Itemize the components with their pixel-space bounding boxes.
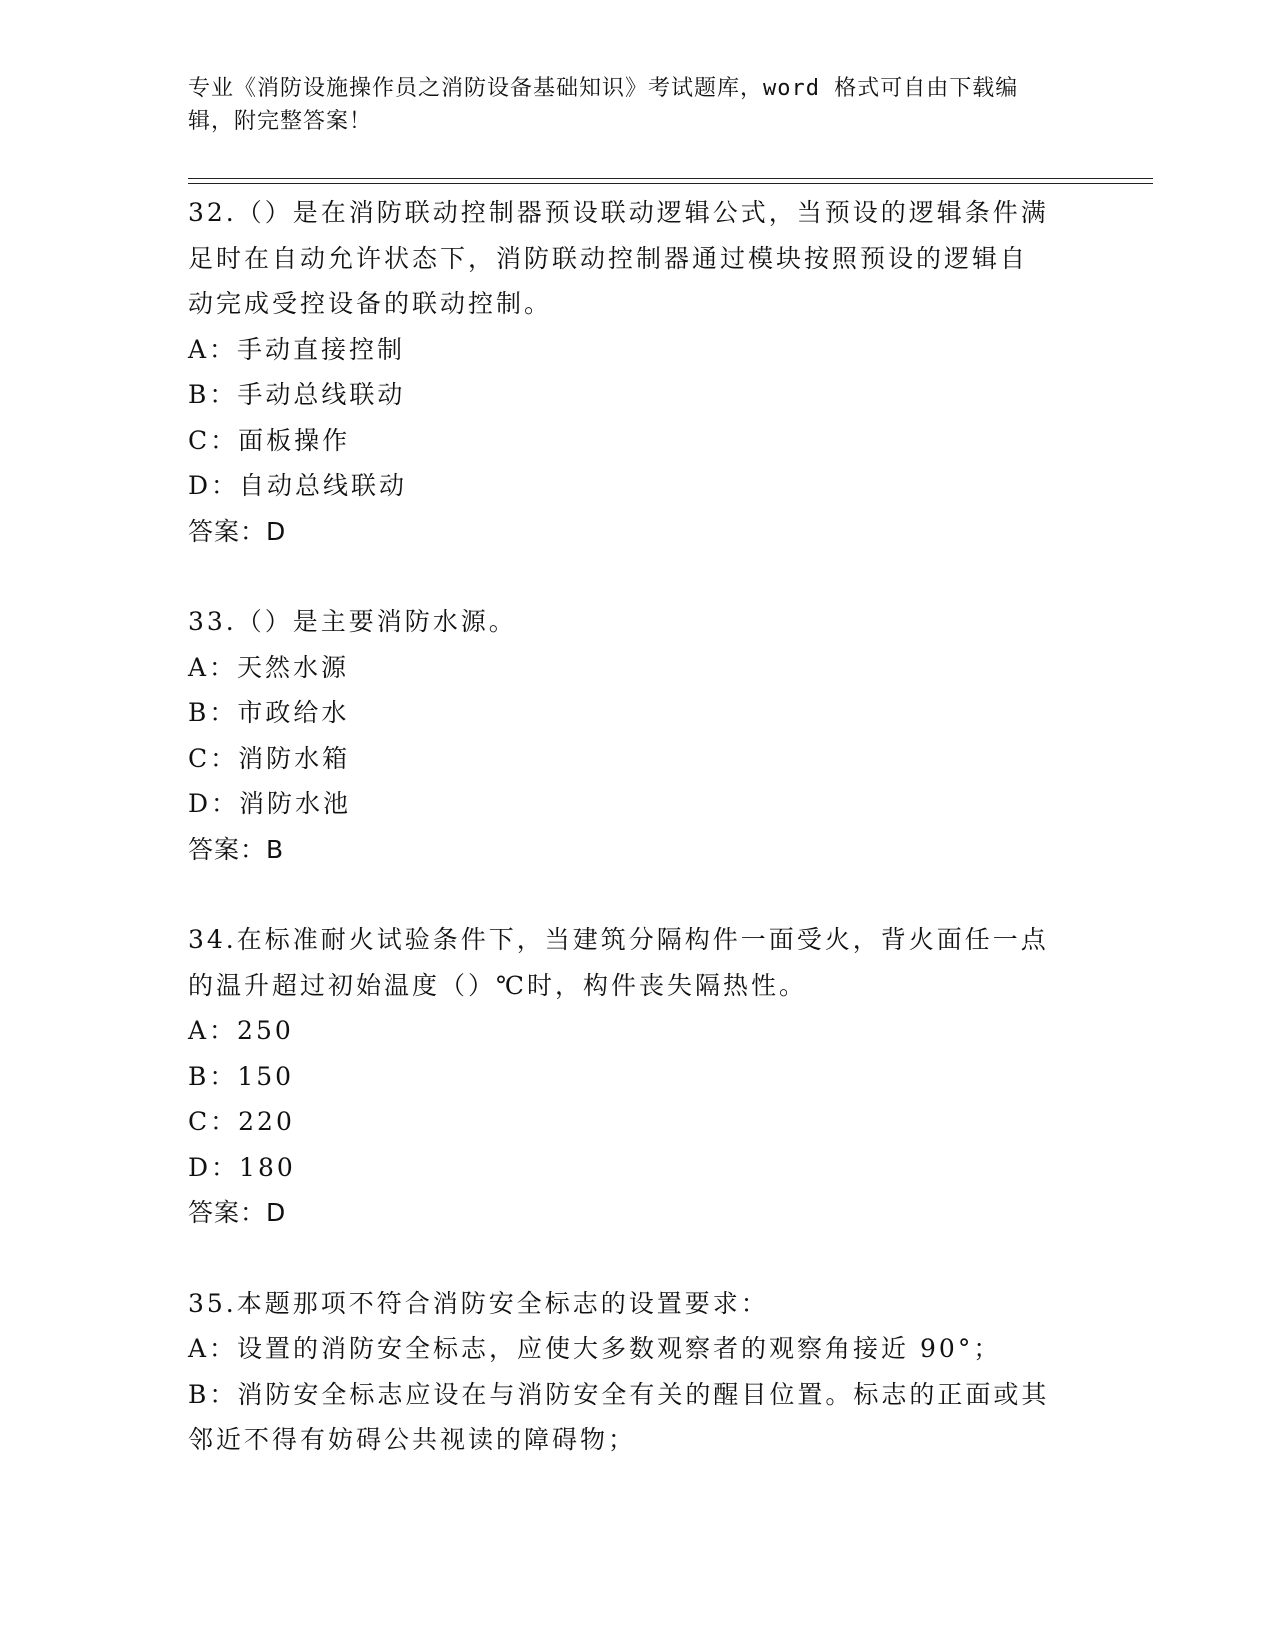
question-stem-line: 32.（）是在消防联动控制器预设联动逻辑公式，当预设的逻辑条件满 (188, 198, 1049, 227)
document-header (188, 72, 1088, 138)
option-b-continued: 邻近不得有妨碍公共视读的障碍物； (188, 1425, 637, 1454)
question-stem-line: 动完成受控设备的联动控制。 (188, 289, 553, 318)
question-stem-line: 33.（）是主要消防水源。 (188, 607, 517, 636)
header-divider (188, 178, 1153, 184)
option-d: D：180 (188, 1152, 296, 1182)
option-a: A：手动直接控制 (188, 334, 406, 364)
header-line-1: 专业《消防设施操作员之消防设备基础知识》考试题库，word 格式可自由下载编 (188, 76, 1019, 101)
option-c: C：面板操作 (188, 425, 351, 455)
question-33 (188, 599, 1088, 872)
option-c: C：220 (188, 1107, 295, 1136)
question-stem-line: 的温升超过初始温度（）℃时，构件丧失隔热性。 (188, 970, 807, 1000)
option-d: D：消防水池 (188, 789, 352, 818)
option-b: B：手动总线联动 (188, 380, 406, 409)
answer-line: 答案：B (188, 834, 285, 864)
answer-line: 答案：D (188, 516, 287, 546)
option-d: D：自动总线联动 (188, 471, 408, 500)
question-stem-line: 足时在自动允许状态下，消防联动控制器通过模块按照预设的逻辑自 (188, 243, 1029, 273)
question-stem-line: 35.本题那项不符合消防安全标志的设置要求： (188, 1288, 769, 1318)
question-list (188, 190, 1088, 1463)
option-b: B：消防安全标志应设在与消防安全有关的醒目位置。标志的正面或其 (188, 1379, 1050, 1409)
option-b: B：市政给水 (188, 698, 350, 727)
option-a: A：250 (188, 1016, 294, 1045)
header-line-2: 辑，附完整答案！ (188, 109, 373, 134)
option-a: A：设置的消防安全标志，应使大多数观察者的观察角接近 90°； (188, 1334, 1002, 1363)
question-32 (188, 190, 1088, 554)
option-b: B：150 (188, 1061, 295, 1091)
question-34 (188, 917, 1088, 1236)
question-stem-line: 34.在标准耐火试验条件下，当建筑分隔构件一面受火，背火面任一点 (188, 925, 1049, 954)
option-c: C：消防水箱 (188, 743, 351, 773)
question-35 (188, 1281, 1088, 1463)
option-a: A：天然水源 (188, 652, 350, 682)
answer-line: 答案：D (188, 1198, 287, 1227)
